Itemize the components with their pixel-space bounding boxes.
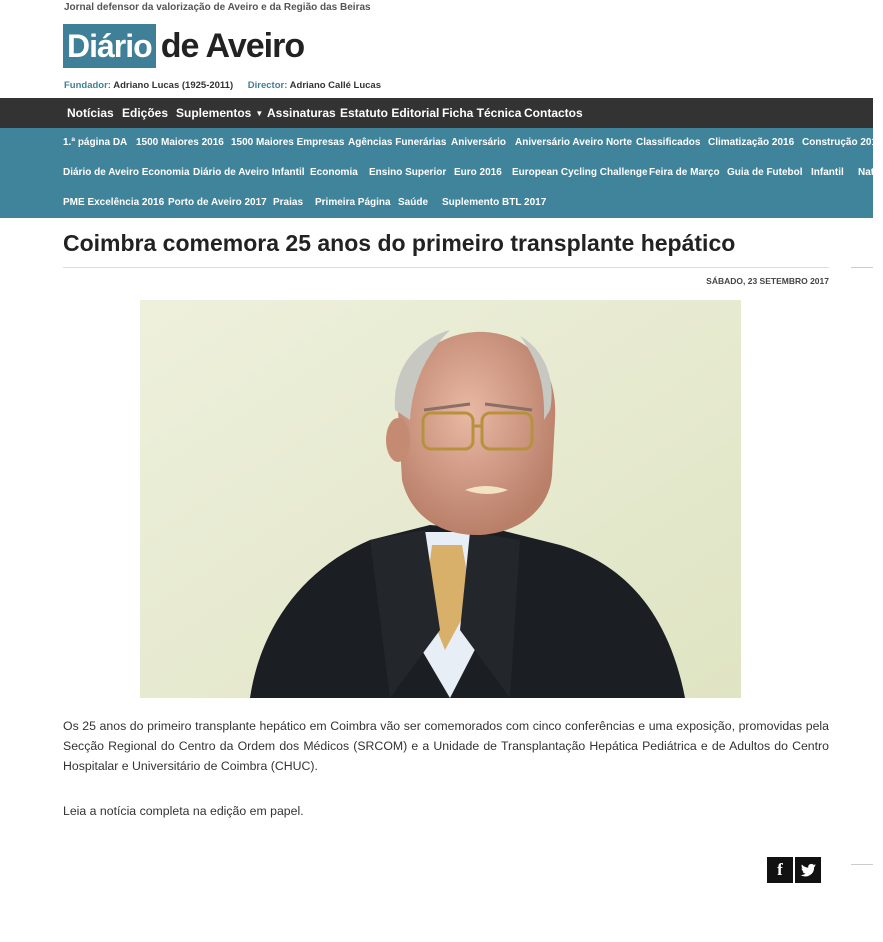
credits — [64, 80, 381, 91]
subnav-item[interactable]: Primeira Página — [315, 197, 391, 208]
subnav-item[interactable]: Praias — [273, 197, 304, 208]
subnav-item[interactable]: Classificados — [636, 137, 701, 148]
chevron-down-icon: ▼ — [255, 108, 264, 118]
side-divider — [851, 864, 873, 865]
founder-label: Fundador: — [64, 80, 111, 91]
subnav-item[interactable]: Infantil — [811, 167, 844, 178]
nav-edicoes[interactable]: Edições — [122, 106, 169, 120]
twitter-share-button[interactable] — [795, 857, 821, 883]
subnav-item[interactable]: Suplemento BTL 2017 — [442, 197, 547, 208]
subnav-item[interactable]: Diário de Aveiro Infantil — [193, 167, 305, 178]
side-divider — [851, 267, 873, 268]
subnav-item[interactable]: European Cycling Challenge — [512, 167, 648, 178]
subnav-item[interactable]: Agências Funerárias — [348, 137, 447, 148]
director-name: Adriano Callé Lucas — [289, 80, 381, 91]
logo-text: de Aveiro — [160, 26, 305, 65]
article-date: SÁBADO, 23 SETEMBRO 2017 — [706, 276, 829, 286]
subnav-item[interactable]: 1500 Maiores 2016 — [136, 137, 224, 148]
article-title: Coimbra comemora 25 anos do primeiro transplante hepático — [63, 230, 736, 256]
subnav-item[interactable]: Ensino Superior — [369, 167, 447, 178]
nav-noticias[interactable]: Notícias — [67, 106, 114, 120]
subnav-item[interactable]: Natal — [858, 167, 883, 178]
founder-name: Adriano Lucas (1925-2011) — [113, 80, 234, 91]
nav-assinaturas[interactable]: Assinaturas — [267, 106, 336, 120]
subnav-item[interactable]: PME Excelência 2016 — [63, 197, 165, 208]
subnav-item[interactable]: Euro 2016 — [454, 167, 502, 178]
subnav-item[interactable]: Aniversário — [451, 137, 507, 148]
subnav-item[interactable]: Saúde — [398, 197, 429, 208]
sub-nav — [0, 128, 883, 218]
title-divider — [63, 267, 829, 268]
facebook-icon: f — [777, 860, 783, 879]
subnav-item[interactable]: Climatização 2016 — [708, 137, 795, 148]
nav-suplementos[interactable] — [176, 98, 263, 128]
subnav-item[interactable]: Porto de Aveiro 2017 — [168, 197, 267, 208]
read-more-text: Leia a notícia completa na edição em papel. — [63, 804, 304, 818]
director-label: Director: — [247, 80, 288, 91]
subnav-item[interactable]: Guia de Futebol — [727, 167, 803, 178]
subnav-item[interactable]: 1.ª página DA — [63, 137, 128, 148]
logo-box: Diário — [63, 24, 156, 68]
twitter-icon — [795, 857, 821, 883]
nav-estatuto[interactable]: Estatuto Editorial — [340, 106, 440, 120]
nav-ficha-tecnica[interactable]: Ficha Técnica — [442, 106, 522, 120]
facebook-share-button[interactable] — [767, 857, 793, 883]
article-photo — [140, 300, 741, 698]
tagline: Jornal defensor da valorização de Aveiro e da Região das Beiras — [64, 2, 371, 13]
subnav-item[interactable]: 1500 Maiores Empresas — [231, 137, 345, 148]
nav-contactos[interactable]: Contactos — [524, 106, 583, 120]
subnav-item[interactable]: Aniversário Aveiro Norte — [515, 137, 633, 148]
subnav-item[interactable]: Diário de Aveiro Economia — [63, 167, 190, 178]
main-nav — [0, 98, 873, 128]
nav-suplementos-label: Suplementos — [176, 106, 252, 120]
site-logo[interactable] — [63, 23, 304, 69]
subnav-item[interactable]: Economia — [310, 167, 358, 178]
article-paragraph: Os 25 anos do primeiro transplante hepático em Coimbra vão ser comemorados com cinco conferências e uma exposição, promovidas pela Secção Regional do Centro da Ordem dos Médicos (SRCOM) e a Unidade de Transplantação Hepática Pediátrica e de Adultos do Centro Hospitalar e Universitário de Coimbra (CHUC). — [63, 719, 829, 773]
subnav-item[interactable]: Construção 2016 — [802, 137, 883, 148]
subnav-item[interactable]: Feira de Março — [649, 167, 720, 178]
portrait-image — [140, 300, 741, 698]
